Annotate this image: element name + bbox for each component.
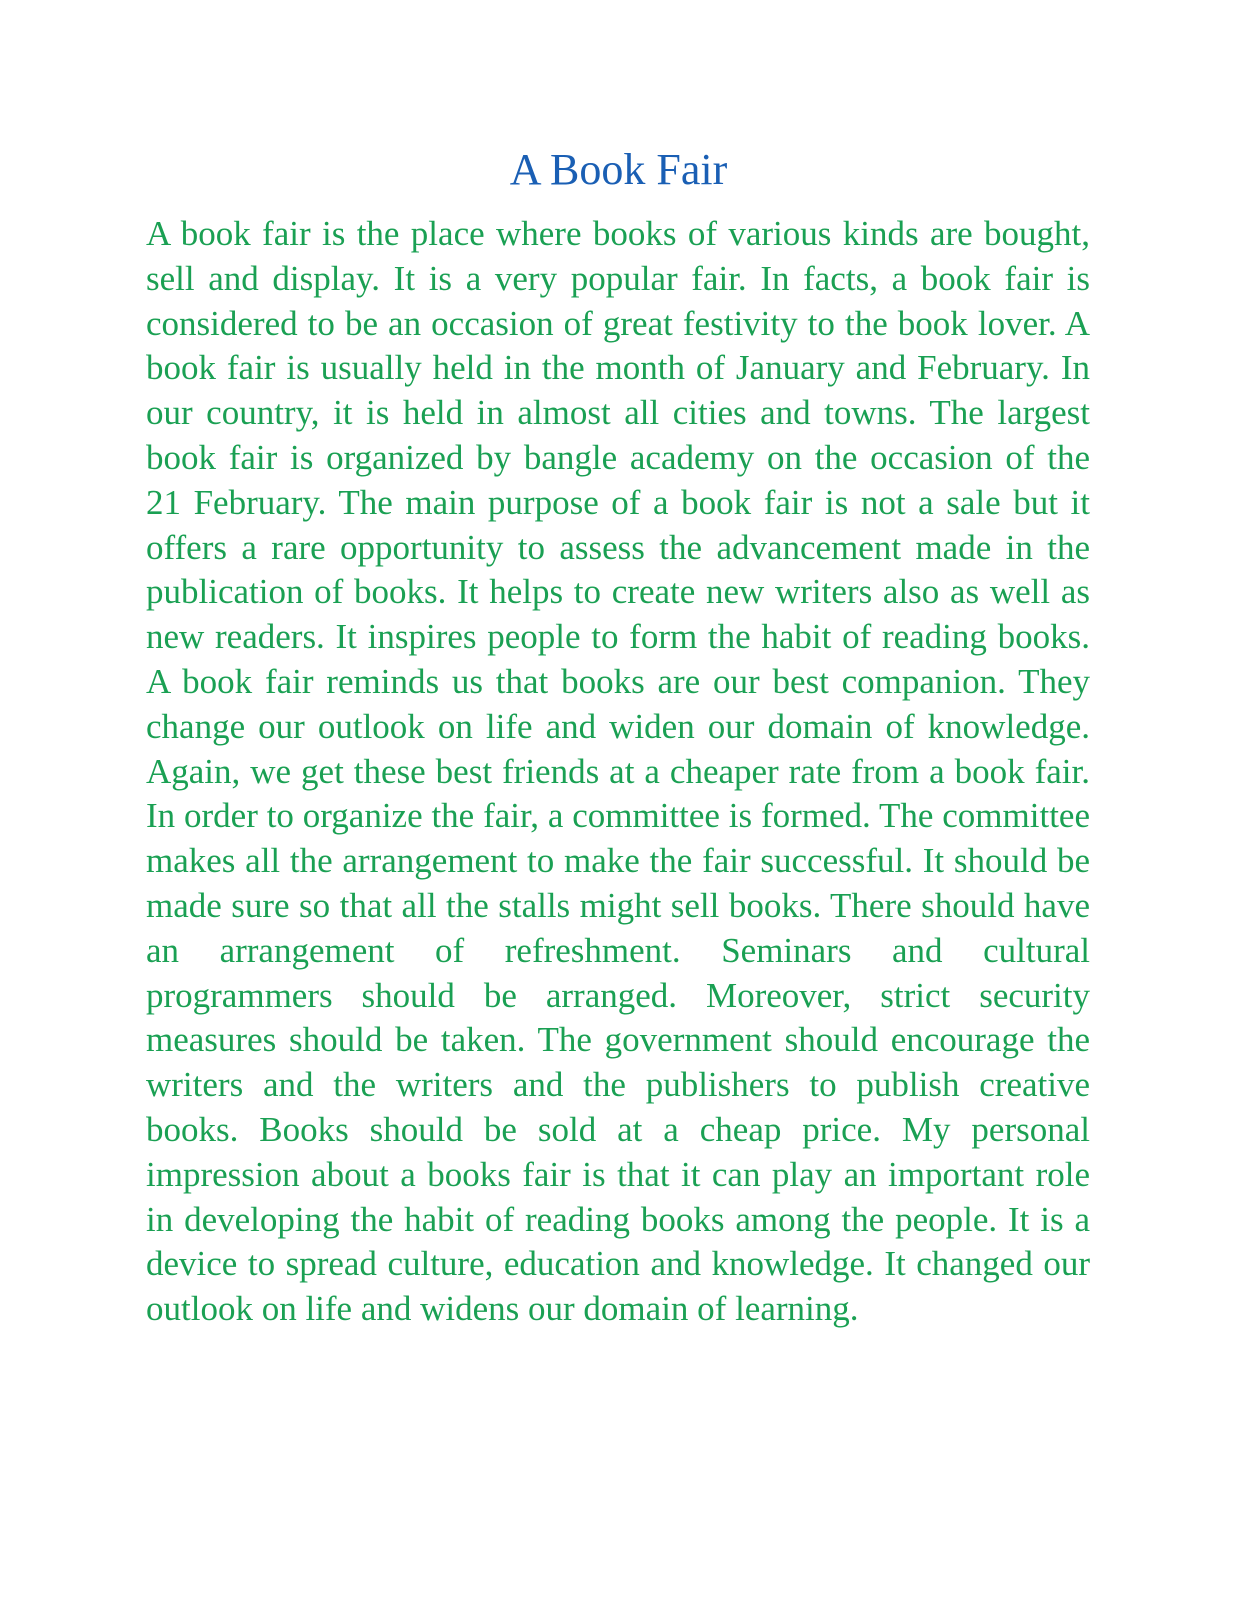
- essay-paragraph: A book fair is the place where books of various kinds are bought, sell and display. It is a very popular fair. In facts, a book fair is considered to be an occasion of great festivity to the book lover. A book fair is usually held in the month of January and February. In our country, it is held in almost all cities and towns. The largest book fair is organized by bangle academy on the occasion of the 21 February. The main purpose of a book fair is not a sale but it offers a rare opportunity to assess the advancement made in the publication of books. It helps to create new writers also as well as new readers. It inspires people to form the habit of reading books. A book fair reminds us that books are our best companion. They change our outlook on life and widen our domain of knowledge. Again, we get these best friends at a cheaper rate from a book fair. In order to organize the fair, a committee is formed. The committee makes all the arrangement to make the fair successful. It should be made sure so that all the stalls might sell books. There should have an arrangement of refreshment. Seminars and cultural programmers should be arranged. Moreover, strict security measures should be taken. The government should encourage the writers and the writers and the publishers to publish creative books. Books should be sold at a cheap price. My personal impression about a books fair is that it can play an important role in developing the habit of reading books among the people. It is a device to spread culture, education and knowledge. It changed our outlook on life and widens our domain of learning.: [146, 214, 1090, 1329]
- page-title: A Book Fair: [509, 145, 728, 194]
